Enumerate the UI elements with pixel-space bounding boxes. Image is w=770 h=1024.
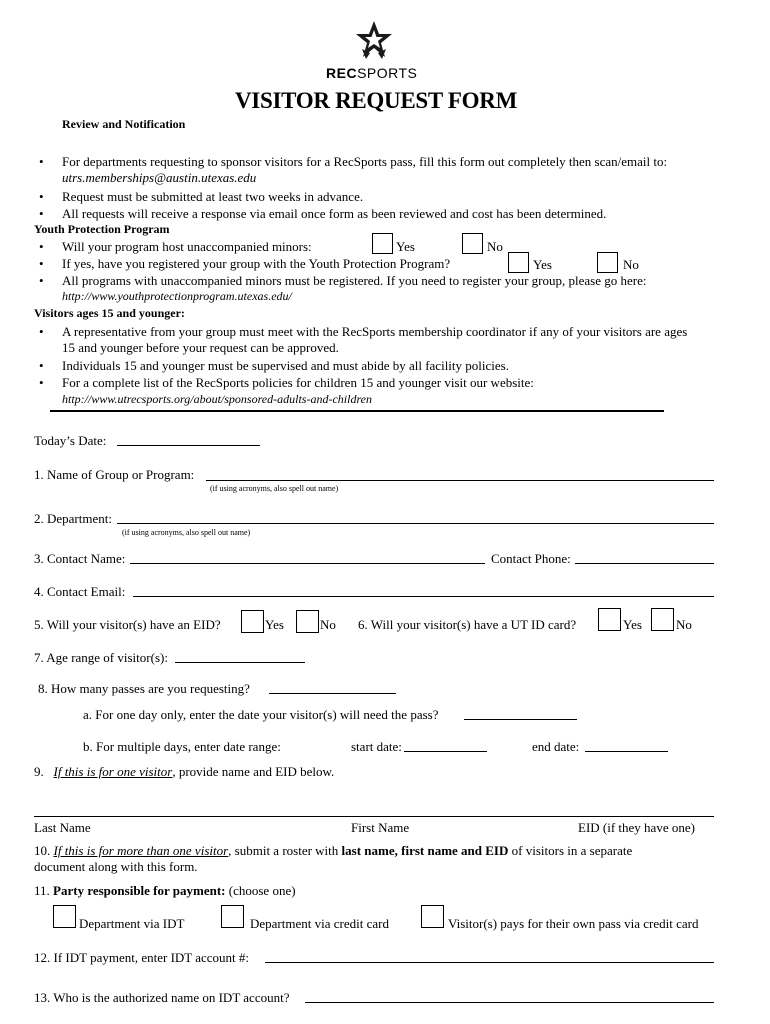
registered-yes-checkbox[interactable]: [508, 252, 529, 273]
age-range-field[interactable]: [175, 662, 305, 663]
q5-label: 5. Will your visitor(s) have an EID?: [34, 617, 221, 632]
q2-hint: (if using acronyms, also spell out name): [122, 528, 251, 537]
q2-label: 2. Department:: [34, 511, 112, 526]
visitors15-bullet-1-line2: 15 and younger before your request can be approved.: [62, 340, 339, 355]
q9-number: 9.: [34, 764, 44, 779]
q11-bold: Party responsible for payment:: [53, 883, 226, 898]
q12-label: 12. If IDT payment, enter IDT account #:: [34, 950, 250, 965]
q9-label: [34, 764, 334, 780]
eid-column: EID (if they have one): [578, 820, 695, 835]
review-bullet-1: For departments requesting to sponsor visitors for a RecSports pass, fill this form out completely then scan/email to:: [62, 154, 668, 169]
q8a-label: a. For one day only, enter the date your visitor(s) will need the pass?: [83, 707, 439, 722]
q10-line2: document along with this form.: [34, 859, 198, 874]
utid-no-checkbox[interactable]: [651, 608, 674, 631]
utid-no-label: No: [676, 617, 692, 632]
bullet: •: [39, 358, 44, 373]
recsports-star-logo-icon: [354, 19, 394, 63]
pay-visitor-credit-checkbox[interactable]: [421, 905, 444, 928]
visitors15-bullet-2: Individuals 15 and younger must be supervised and must abide by all facility policies.: [62, 358, 509, 373]
visitors15-bullet-1-line1: A representative from your group must meet with the RecSports membership coordinator if any of your visitors are ages: [62, 324, 688, 339]
start-date-field[interactable]: [404, 751, 487, 752]
ypp-url[interactable]: http://www.youthprotectionprogram.utexas.edu/: [62, 289, 292, 303]
q11-number: 11.: [34, 883, 50, 898]
bullet: •: [39, 324, 44, 339]
registered-no-label: No: [623, 257, 639, 272]
q7-label: 7. Age range of visitor(s):: [34, 650, 168, 665]
q13-label: 13. Who is the authorized name on IDT account?: [34, 990, 290, 1005]
minors-yes-checkbox[interactable]: [372, 233, 393, 254]
q10-bold: last name, first name and EID: [341, 843, 509, 858]
ypp-question-2: If yes, have you registered your group with the Youth Protection Program?: [62, 256, 451, 271]
pay-dept-credit-checkbox[interactable]: [221, 905, 244, 928]
ypp-bullet-3: All programs with unaccompanied minors must be registered. If you need to register your group, please go here:: [62, 273, 647, 288]
eid-yes-checkbox[interactable]: [241, 610, 264, 633]
visitors15-url[interactable]: http://www.utrecsports.org/about/sponsored-adults-and-children: [62, 392, 372, 406]
section-divider: [50, 410, 664, 412]
registered-no-checkbox[interactable]: [597, 252, 618, 273]
passes-count-field[interactable]: [269, 693, 396, 694]
q6-label: 6. Will your visitor(s) have a UT ID card?: [358, 617, 577, 632]
q11-rest: (choose one): [228, 883, 296, 898]
contact-name-field[interactable]: [130, 563, 485, 564]
one-day-date-field[interactable]: [464, 719, 577, 720]
last-name-column: Last Name: [34, 820, 91, 835]
eid-yes-label: Yes: [265, 617, 284, 632]
q3-label: 3. Contact Name:: [34, 551, 126, 566]
bullet: •: [39, 206, 44, 221]
utid-yes-label: Yes: [623, 617, 642, 632]
q10-number: 10.: [34, 843, 51, 858]
todays-date-label: Today’s Date:: [34, 433, 107, 448]
todays-date-field[interactable]: [117, 445, 260, 446]
group-name-field[interactable]: [206, 480, 714, 481]
eid-no-checkbox[interactable]: [296, 610, 319, 633]
start-date-label: start date:: [351, 739, 402, 754]
bullet: •: [39, 189, 44, 204]
q8b-label: b. For multiple days, enter date range:: [83, 739, 281, 754]
pay-dept-credit-label: Department via credit card: [250, 916, 389, 931]
single-visitor-field[interactable]: [34, 816, 714, 817]
registered-yes-label: Yes: [533, 257, 552, 272]
q1-label: 1. Name of Group or Program:: [34, 467, 195, 482]
pay-visitor-credit-label: Visitor(s) pays for their own pass via credit card: [448, 916, 699, 931]
pay-idt-label: Department via IDT: [79, 916, 185, 931]
q9-rest: , provide name and EID below.: [172, 764, 335, 779]
review-bullet-2: Request must be submitted at least two weeks in advance.: [62, 189, 364, 204]
q10-link: If this is for more than one visitor: [53, 843, 229, 858]
department-field[interactable]: [117, 523, 714, 524]
pay-idt-checkbox[interactable]: [53, 905, 76, 928]
brand-light: SPORTS: [357, 65, 418, 81]
q8-label: 8. How many passes are you requesting?: [38, 681, 250, 696]
first-name-column: First Name: [351, 820, 410, 835]
q11-label: [34, 883, 296, 899]
brand-bold: REC: [326, 65, 358, 81]
bullet: •: [39, 256, 44, 271]
ypp-question-1: Will your program host unaccompanied minors:: [62, 239, 312, 254]
q1-hint: (if using acronyms, also spell out name): [210, 484, 339, 493]
q10-mid: , submit a roster with: [228, 843, 339, 858]
idt-authorized-name-field[interactable]: [305, 1002, 714, 1003]
review-bullet-3: All requests will receive a response via email once form as been reviewed and cost has been determined.: [62, 206, 607, 221]
bullet: •: [39, 375, 44, 390]
ypp-heading: Youth Protection Program: [34, 222, 170, 236]
utid-yes-checkbox[interactable]: [598, 608, 621, 631]
visitors15-heading: Visitors ages 15 and younger:: [34, 306, 185, 320]
q4-label: 4. Contact Email:: [34, 584, 126, 599]
bullet: •: [39, 154, 44, 169]
q10-label: [34, 843, 632, 859]
minors-no-label: No: [487, 239, 503, 254]
bullet: •: [39, 239, 44, 254]
visitors15-bullet-3: For a complete list of the RecSports policies for children 15 and younger visit our website:: [62, 375, 534, 390]
contact-phone-field[interactable]: [575, 563, 714, 564]
q9-link: If this is for one visitor: [53, 764, 173, 779]
end-date-label: end date:: [532, 739, 580, 754]
eid-no-label: No: [320, 617, 336, 632]
contact-email-field[interactable]: [133, 596, 714, 597]
q10-end: of visitors in a separate: [511, 843, 633, 858]
minors-yes-label: Yes: [396, 239, 415, 254]
minors-no-checkbox[interactable]: [462, 233, 483, 254]
review-email[interactable]: utrs.memberships@austin.utexas.edu: [62, 170, 257, 185]
end-date-field[interactable]: [585, 751, 668, 752]
idt-account-field[interactable]: [265, 962, 714, 963]
review-heading: Review and Notification: [62, 117, 186, 131]
page-title: VISITOR REQUEST FORM: [235, 88, 517, 113]
contact-phone-label: Contact Phone:: [491, 551, 571, 566]
bullet: •: [39, 273, 44, 288]
brand-wordmark: [326, 65, 417, 81]
